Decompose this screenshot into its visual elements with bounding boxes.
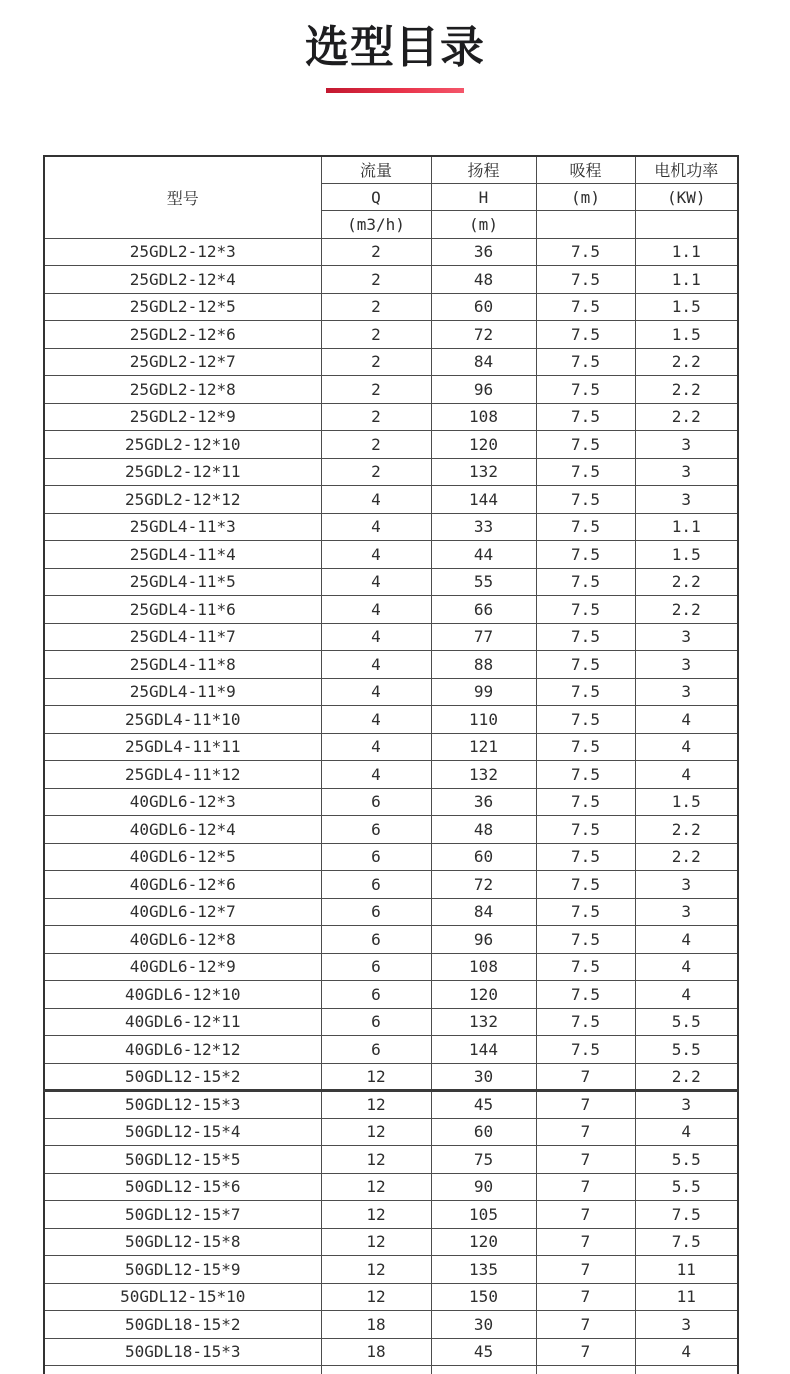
cell-power: 5.5 xyxy=(635,1173,738,1201)
cell-head: 75 xyxy=(431,1146,536,1174)
cell-power: 3 xyxy=(635,678,738,706)
header-head-symbol: H xyxy=(431,183,536,210)
cell-model: 25GDL2-12*7 xyxy=(44,348,321,376)
table-row xyxy=(44,843,738,871)
cell-model: 40GDL6-12*3 xyxy=(44,788,321,816)
cell-head: 108 xyxy=(431,403,536,431)
cell-power: 1.5 xyxy=(635,788,738,816)
header-suction-label: 吸程 xyxy=(536,156,635,183)
cell-suction: 7.5 xyxy=(536,1036,635,1064)
cell-power: 5.5 xyxy=(635,1008,738,1036)
cell-power: 4 xyxy=(635,1118,738,1146)
cell-suction xyxy=(536,1366,635,1374)
cell-flow: 12 xyxy=(321,1173,431,1201)
cell-suction: 7.5 xyxy=(536,953,635,981)
cell-suction: 7.5 xyxy=(536,816,635,844)
cell-suction: 7.5 xyxy=(536,541,635,569)
table-row xyxy=(44,1146,738,1174)
cell-suction: 7.5 xyxy=(536,596,635,624)
cell-model: 50GDL12-15*5 xyxy=(44,1146,321,1174)
cell-flow: 12 xyxy=(321,1091,431,1119)
cell-flow: 18 xyxy=(321,1311,431,1339)
cell-flow: 2 xyxy=(321,321,431,349)
cell-suction: 7.5 xyxy=(536,706,635,734)
cell-power: 1.1 xyxy=(635,513,738,541)
cell-head: 48 xyxy=(431,266,536,294)
table-row xyxy=(44,1366,738,1374)
cell-power: 4 xyxy=(635,981,738,1009)
cell-suction: 7 xyxy=(536,1338,635,1366)
cell-suction: 7 xyxy=(536,1173,635,1201)
cell-flow: 12 xyxy=(321,1283,431,1311)
cell-model: 40GDL6-12*4 xyxy=(44,816,321,844)
cell-head: 45 xyxy=(431,1338,536,1366)
cell-power: 4 xyxy=(635,1338,738,1366)
cell-flow: 4 xyxy=(321,486,431,514)
cell-power: 2.2 xyxy=(635,1063,738,1091)
cell-model: 25GDL4-11*7 xyxy=(44,623,321,651)
cell-flow: 6 xyxy=(321,953,431,981)
cell-model xyxy=(44,1366,321,1374)
cell-model: 25GDL4-11*11 xyxy=(44,733,321,761)
cell-model: 25GDL4-11*5 xyxy=(44,568,321,596)
cell-power: 4 xyxy=(635,733,738,761)
cell-power: 3 xyxy=(635,486,738,514)
cell-power: 7.5 xyxy=(635,1201,738,1229)
cell-suction: 7.5 xyxy=(536,486,635,514)
cell-suction: 7.5 xyxy=(536,321,635,349)
cell-model: 40GDL6-12*12 xyxy=(44,1036,321,1064)
cell-flow xyxy=(321,1366,431,1374)
header-power-label: 电机功率 xyxy=(635,156,738,183)
header-flow-label: 流量 xyxy=(321,156,431,183)
cell-flow: 4 xyxy=(321,761,431,789)
cell-flow: 4 xyxy=(321,651,431,679)
header-flow-symbol: Q xyxy=(321,183,431,210)
cell-suction: 7.5 xyxy=(536,513,635,541)
table-row xyxy=(44,1008,738,1036)
cell-head: 45 xyxy=(431,1091,536,1119)
cell-suction: 7.5 xyxy=(536,926,635,954)
cell-model: 40GDL6-12*5 xyxy=(44,843,321,871)
cell-suction: 7.5 xyxy=(536,871,635,899)
cell-head: 36 xyxy=(431,788,536,816)
cell-model: 25GDL2-12*4 xyxy=(44,266,321,294)
cell-power: 11 xyxy=(635,1283,738,1311)
cell-power: 4 xyxy=(635,761,738,789)
table-row xyxy=(44,238,738,266)
table-row xyxy=(44,376,738,404)
cell-model: 50GDL12-15*2 xyxy=(44,1063,321,1091)
cell-head: 120 xyxy=(431,981,536,1009)
cell-head: 72 xyxy=(431,321,536,349)
cell-flow: 12 xyxy=(321,1256,431,1284)
cell-suction: 7 xyxy=(536,1063,635,1091)
cell-flow: 12 xyxy=(321,1201,431,1229)
table-row xyxy=(44,761,738,789)
cell-suction: 7.5 xyxy=(536,761,635,789)
cell-suction: 7.5 xyxy=(536,348,635,376)
table-row xyxy=(44,953,738,981)
cell-suction: 7 xyxy=(536,1201,635,1229)
cell-suction: 7.5 xyxy=(536,678,635,706)
cell-flow: 2 xyxy=(321,458,431,486)
table-row xyxy=(44,1283,738,1311)
cell-suction: 7.5 xyxy=(536,403,635,431)
cell-head: 144 xyxy=(431,1036,536,1064)
cell-head: 120 xyxy=(431,1228,536,1256)
cell-head: 90 xyxy=(431,1173,536,1201)
cell-model: 25GDL2-12*12 xyxy=(44,486,321,514)
cell-model: 50GDL18-15*3 xyxy=(44,1338,321,1366)
cell-power: 2.2 xyxy=(635,403,738,431)
cell-flow: 18 xyxy=(321,1338,431,1366)
cell-suction: 7 xyxy=(536,1256,635,1284)
table-row xyxy=(44,733,738,761)
cell-flow: 2 xyxy=(321,403,431,431)
cell-model: 25GDL4-11*3 xyxy=(44,513,321,541)
cell-flow: 2 xyxy=(321,376,431,404)
cell-power: 3 xyxy=(635,898,738,926)
cell-power: 2.2 xyxy=(635,596,738,624)
cell-head: 66 xyxy=(431,596,536,624)
cell-model: 50GDL12-15*8 xyxy=(44,1228,321,1256)
cell-suction: 7.5 xyxy=(536,376,635,404)
cell-head: 96 xyxy=(431,376,536,404)
cell-flow: 4 xyxy=(321,706,431,734)
table-row xyxy=(44,1091,738,1119)
cell-head: 144 xyxy=(431,486,536,514)
cell-model: 25GDL2-12*9 xyxy=(44,403,321,431)
cell-suction: 7.5 xyxy=(536,898,635,926)
header-head-label: 扬程 xyxy=(431,156,536,183)
title-accent-underline xyxy=(326,88,464,93)
cell-flow: 2 xyxy=(321,266,431,294)
cell-model: 25GDL4-11*9 xyxy=(44,678,321,706)
table-row xyxy=(44,266,738,294)
cell-suction: 7 xyxy=(536,1118,635,1146)
cell-power: 2.2 xyxy=(635,376,738,404)
cell-power: 4 xyxy=(635,926,738,954)
cell-power: 3 xyxy=(635,623,738,651)
table-row xyxy=(44,788,738,816)
cell-head: 84 xyxy=(431,898,536,926)
cell-model: 25GDL4-11*6 xyxy=(44,596,321,624)
cell-suction: 7 xyxy=(536,1091,635,1119)
cell-power: 2.2 xyxy=(635,816,738,844)
cell-flow: 6 xyxy=(321,926,431,954)
cell-flow: 4 xyxy=(321,513,431,541)
table-row xyxy=(44,513,738,541)
cell-head: 105 xyxy=(431,1201,536,1229)
table-row xyxy=(44,596,738,624)
cell-model: 25GDL2-12*6 xyxy=(44,321,321,349)
table-row xyxy=(44,1173,738,1201)
cell-suction: 7.5 xyxy=(536,238,635,266)
cell-suction: 7.5 xyxy=(536,733,635,761)
table-row xyxy=(44,1256,738,1284)
cell-power: 5.5 xyxy=(635,1036,738,1064)
table-row xyxy=(44,1118,738,1146)
header-model: 型号 xyxy=(44,156,321,238)
spec-table-header xyxy=(44,156,738,238)
cell-head: 88 xyxy=(431,651,536,679)
cell-head: 60 xyxy=(431,843,536,871)
table-row xyxy=(44,458,738,486)
table-row xyxy=(44,816,738,844)
cell-suction: 7.5 xyxy=(536,981,635,1009)
header-power-unit: (KW) xyxy=(635,183,738,210)
cell-model: 25GDL2-12*5 xyxy=(44,293,321,321)
cell-suction: 7.5 xyxy=(536,293,635,321)
table-row xyxy=(44,1063,738,1091)
cell-power: 1.1 xyxy=(635,238,738,266)
cell-power: 1.5 xyxy=(635,541,738,569)
header-power-blank xyxy=(635,211,738,238)
cell-flow: 6 xyxy=(321,816,431,844)
cell-head: 30 xyxy=(431,1063,536,1091)
cell-power: 3 xyxy=(635,431,738,459)
cell-head: 121 xyxy=(431,733,536,761)
table-row xyxy=(44,486,738,514)
cell-power: 3 xyxy=(635,458,738,486)
cell-model: 50GDL18-15*2 xyxy=(44,1311,321,1339)
cell-head: 135 xyxy=(431,1256,536,1284)
title-block xyxy=(0,0,790,93)
cell-model: 40GDL6-12*10 xyxy=(44,981,321,1009)
table-row xyxy=(44,1338,738,1366)
cell-flow: 6 xyxy=(321,981,431,1009)
table-row xyxy=(44,431,738,459)
cell-flow: 4 xyxy=(321,541,431,569)
cell-model: 25GDL2-12*10 xyxy=(44,431,321,459)
spec-table xyxy=(43,155,739,1374)
cell-flow: 6 xyxy=(321,898,431,926)
cell-model: 50GDL12-15*3 xyxy=(44,1091,321,1119)
cell-flow: 12 xyxy=(321,1228,431,1256)
header-row-1 xyxy=(44,156,738,183)
cell-model: 50GDL12-15*9 xyxy=(44,1256,321,1284)
cell-model: 40GDL6-12*11 xyxy=(44,1008,321,1036)
cell-flow: 6 xyxy=(321,871,431,899)
cell-suction: 7.5 xyxy=(536,1008,635,1036)
cell-model: 50GDL12-15*6 xyxy=(44,1173,321,1201)
table-row xyxy=(44,1201,738,1229)
cell-flow: 6 xyxy=(321,1036,431,1064)
cell-model: 25GDL2-12*8 xyxy=(44,376,321,404)
cell-power: 3 xyxy=(635,651,738,679)
cell-head: 150 xyxy=(431,1283,536,1311)
cell-flow: 4 xyxy=(321,678,431,706)
cell-model: 40GDL6-12*6 xyxy=(44,871,321,899)
cell-head xyxy=(431,1366,536,1374)
cell-power: 3 xyxy=(635,871,738,899)
cell-suction: 7 xyxy=(536,1311,635,1339)
cell-flow: 4 xyxy=(321,596,431,624)
table-row xyxy=(44,403,738,431)
cell-flow: 2 xyxy=(321,238,431,266)
cell-power: 5.5 xyxy=(635,1146,738,1174)
table-row xyxy=(44,1036,738,1064)
cell-head: 36 xyxy=(431,238,536,266)
cell-flow: 12 xyxy=(321,1063,431,1091)
table-row xyxy=(44,926,738,954)
cell-power: 1.1 xyxy=(635,266,738,294)
header-suction-blank xyxy=(536,211,635,238)
cell-suction: 7.5 xyxy=(536,568,635,596)
cell-head: 110 xyxy=(431,706,536,734)
cell-power: 2.2 xyxy=(635,843,738,871)
cell-flow: 6 xyxy=(321,788,431,816)
cell-power: 1.5 xyxy=(635,321,738,349)
cell-head: 132 xyxy=(431,1008,536,1036)
cell-head: 72 xyxy=(431,871,536,899)
cell-model: 25GDL4-11*4 xyxy=(44,541,321,569)
cell-flow: 12 xyxy=(321,1146,431,1174)
cell-model: 25GDL4-11*8 xyxy=(44,651,321,679)
cell-head: 30 xyxy=(431,1311,536,1339)
cell-model: 25GDL4-11*12 xyxy=(44,761,321,789)
table-row xyxy=(44,1311,738,1339)
cell-suction: 7 xyxy=(536,1146,635,1174)
table-row xyxy=(44,981,738,1009)
cell-flow: 2 xyxy=(321,293,431,321)
table-row xyxy=(44,541,738,569)
cell-head: 132 xyxy=(431,458,536,486)
cell-head: 77 xyxy=(431,623,536,651)
cell-model: 25GDL2-12*11 xyxy=(44,458,321,486)
cell-head: 96 xyxy=(431,926,536,954)
cell-suction: 7.5 xyxy=(536,651,635,679)
cell-power: 1.5 xyxy=(635,293,738,321)
cell-flow: 6 xyxy=(321,1008,431,1036)
cell-model: 40GDL6-12*9 xyxy=(44,953,321,981)
cell-model: 25GDL4-11*10 xyxy=(44,706,321,734)
cell-power xyxy=(635,1366,738,1374)
cell-model: 50GDL12-15*4 xyxy=(44,1118,321,1146)
cell-model: 50GDL12-15*7 xyxy=(44,1201,321,1229)
table-row xyxy=(44,706,738,734)
table-row xyxy=(44,1228,738,1256)
table-row xyxy=(44,348,738,376)
cell-head: 55 xyxy=(431,568,536,596)
table-row xyxy=(44,678,738,706)
table-row xyxy=(44,898,738,926)
cell-flow: 6 xyxy=(321,843,431,871)
cell-model: 25GDL2-12*3 xyxy=(44,238,321,266)
cell-flow: 4 xyxy=(321,568,431,596)
table-row xyxy=(44,623,738,651)
cell-head: 60 xyxy=(431,1118,536,1146)
cell-suction: 7.5 xyxy=(536,266,635,294)
cell-head: 132 xyxy=(431,761,536,789)
table-row xyxy=(44,651,738,679)
cell-head: 44 xyxy=(431,541,536,569)
cell-head: 84 xyxy=(431,348,536,376)
table-row xyxy=(44,568,738,596)
cell-suction: 7.5 xyxy=(536,431,635,459)
cell-head: 60 xyxy=(431,293,536,321)
cell-head: 33 xyxy=(431,513,536,541)
cell-suction: 7 xyxy=(536,1283,635,1311)
page-title: 选型目录 xyxy=(305,22,485,73)
cell-model: 40GDL6-12*7 xyxy=(44,898,321,926)
cell-flow: 2 xyxy=(321,348,431,376)
cell-head: 108 xyxy=(431,953,536,981)
cell-suction: 7.5 xyxy=(536,623,635,651)
cell-suction: 7.5 xyxy=(536,458,635,486)
cell-model: 50GDL12-15*10 xyxy=(44,1283,321,1311)
cell-model: 40GDL6-12*8 xyxy=(44,926,321,954)
cell-power: 4 xyxy=(635,953,738,981)
cell-flow: 4 xyxy=(321,623,431,651)
cell-suction: 7.5 xyxy=(536,788,635,816)
cell-flow: 4 xyxy=(321,733,431,761)
cell-flow: 12 xyxy=(321,1118,431,1146)
cell-head: 48 xyxy=(431,816,536,844)
cell-head: 99 xyxy=(431,678,536,706)
cell-power: 3 xyxy=(635,1091,738,1119)
header-head-unit: (m) xyxy=(431,211,536,238)
cell-power: 7.5 xyxy=(635,1228,738,1256)
cell-power: 4 xyxy=(635,706,738,734)
cell-head: 120 xyxy=(431,431,536,459)
cell-power: 2.2 xyxy=(635,348,738,376)
header-flow-unit: (m3/h) xyxy=(321,211,431,238)
cell-power: 2.2 xyxy=(635,568,738,596)
table-row xyxy=(44,321,738,349)
cell-suction: 7 xyxy=(536,1228,635,1256)
spec-table-body xyxy=(44,238,738,1374)
cell-power: 3 xyxy=(635,1311,738,1339)
cell-flow: 2 xyxy=(321,431,431,459)
cell-power: 11 xyxy=(635,1256,738,1284)
table-row xyxy=(44,871,738,899)
cell-suction: 7.5 xyxy=(536,843,635,871)
header-suction-unit: (m) xyxy=(536,183,635,210)
table-row xyxy=(44,293,738,321)
